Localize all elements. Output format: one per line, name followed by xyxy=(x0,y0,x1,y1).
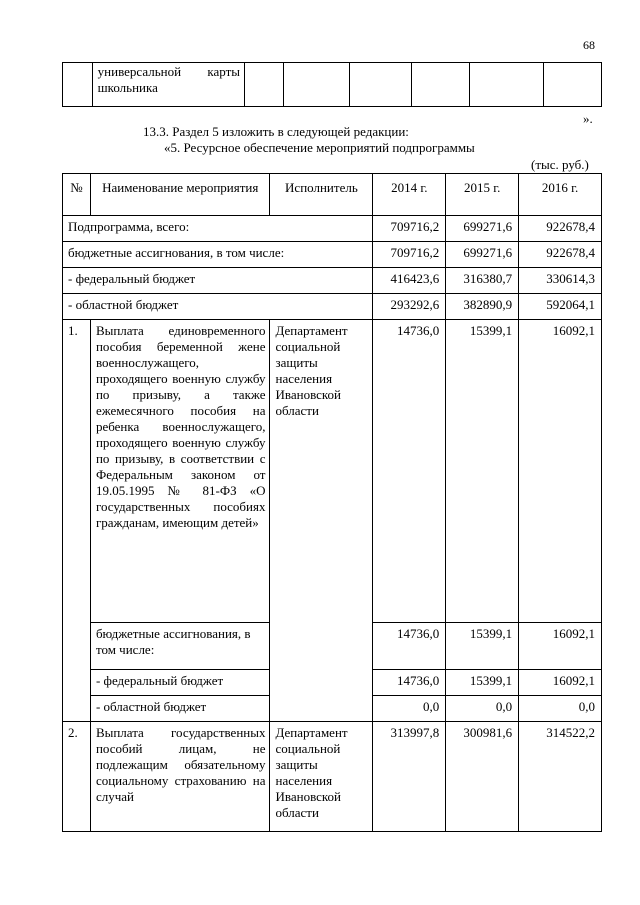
header-2016: 2016 г. xyxy=(519,174,602,216)
resource-table xyxy=(62,173,602,832)
item-2014: 14736,0 xyxy=(373,320,446,623)
fragment-cell xyxy=(412,63,470,107)
item-2015: 15399,1 xyxy=(446,320,519,623)
unit-label: (тыс. руб.) xyxy=(531,157,589,172)
fragment-cell xyxy=(543,63,601,107)
sub-2015: 0,0 xyxy=(446,696,519,722)
item-row xyxy=(63,722,602,832)
summary-label: Подпрограмма, всего: xyxy=(63,216,373,242)
item-2015: 300981,6 xyxy=(446,722,519,832)
item-2014: 313997,8 xyxy=(373,722,446,832)
fragment-cell-name: универсальной карты школьника xyxy=(92,63,244,107)
summary-row xyxy=(63,268,602,294)
sub-2016: 16092,1 xyxy=(519,623,602,670)
header-2014: 2014 г. xyxy=(373,174,446,216)
summary-label: бюджетные ассигнования, в том числе: xyxy=(63,242,373,268)
item-executor: Департамент социальной защиты населения Ивановской области xyxy=(270,320,373,722)
item-name: Выплата государственных пособий лицам, не подлежащим обязательному социальному страхованию на случай xyxy=(90,722,270,832)
item-num: 1. xyxy=(63,320,91,722)
section-heading: 13.3. Раздел 5 изложить в следующей редакции: xyxy=(143,124,409,139)
summary-2014: 293292,6 xyxy=(373,294,446,320)
header-2015: 2015 г. xyxy=(446,174,519,216)
header-num: № xyxy=(63,174,91,216)
summary-label: - областной бюджет xyxy=(63,294,373,320)
sub-2016: 0,0 xyxy=(519,696,602,722)
item-2016: 16092,1 xyxy=(519,320,602,623)
summary-2015: 382890,9 xyxy=(446,294,519,320)
summary-row xyxy=(63,294,602,320)
summary-2014: 709716,2 xyxy=(373,216,446,242)
fragment-cell xyxy=(283,63,349,107)
header-row xyxy=(63,174,602,216)
page-number: 68 xyxy=(583,38,595,52)
sub-2015: 15399,1 xyxy=(446,670,519,696)
header-executor: Исполнитель xyxy=(270,174,373,216)
fragment-cell xyxy=(349,63,411,107)
summary-2016: 330614,3 xyxy=(519,268,602,294)
fragment-cell-num xyxy=(63,63,93,107)
sub-2016: 16092,1 xyxy=(519,670,602,696)
previous-table-fragment xyxy=(62,62,602,107)
fragment-cell xyxy=(470,63,543,107)
sub-2015: 15399,1 xyxy=(446,623,519,670)
summary-2016: 592064,1 xyxy=(519,294,602,320)
item-2016: 314522,2 xyxy=(519,722,602,832)
fragment-cell xyxy=(245,63,284,107)
sub-label: - федеральный бюджет xyxy=(90,670,270,696)
summary-label: - федеральный бюджет xyxy=(63,268,373,294)
header-name: Наименование мероприятия xyxy=(90,174,270,216)
summary-row xyxy=(63,242,602,268)
sub-2014: 14736,0 xyxy=(373,670,446,696)
item-row xyxy=(63,320,602,623)
summary-2014: 416423,6 xyxy=(373,268,446,294)
summary-2015: 316380,7 xyxy=(446,268,519,294)
sub-label: - областной бюджет xyxy=(90,696,270,722)
section-title: «5. Ресурсное обеспечение мероприятий подпрограммы xyxy=(164,140,475,155)
summary-row xyxy=(63,216,602,242)
summary-2015: 699271,6 xyxy=(446,216,519,242)
summary-2014: 709716,2 xyxy=(373,242,446,268)
sub-label: бюджетные ассигнования, в том числе: xyxy=(90,623,270,670)
item-executor: Департамент социальной защиты населения Ивановской области xyxy=(270,722,373,832)
sub-2014: 0,0 xyxy=(373,696,446,722)
closing-quote: ». xyxy=(583,111,593,126)
summary-2016: 922678,4 xyxy=(519,216,602,242)
item-num: 2. xyxy=(63,722,91,832)
item-name: Выплата единовременного пособия беременной жене военнослужащего, проходящего военную службу по призыву, а также ежемесячного пособия на ребенка военнослужащего, проходящего военную службу по призыву, в соответствии с Федеральным законом от 19.05.1995 № 81-ФЗ «О государственных пособиях гражданам, имеющим детей» xyxy=(90,320,270,623)
summary-2016: 922678,4 xyxy=(519,242,602,268)
summary-2015: 699271,6 xyxy=(446,242,519,268)
sub-2014: 14736,0 xyxy=(373,623,446,670)
